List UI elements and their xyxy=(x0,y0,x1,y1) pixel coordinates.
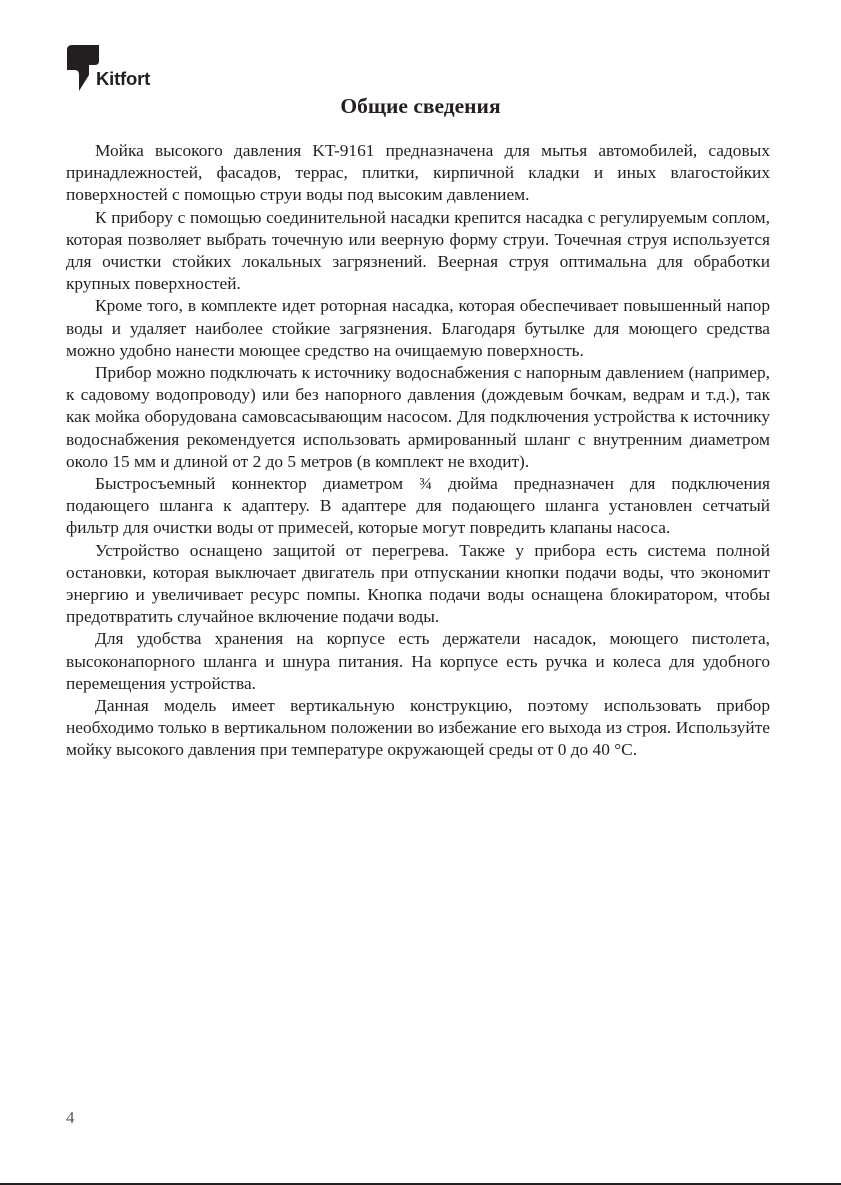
paragraph-water-supply: Прибор можно подключать к источнику водоснабжения с напорным давлением (например, к садовому водопроводу) или без напорного давления (дождевым бочкам, ведрам и т.д.), так как мойка оборудована самовсасывающим насосом. Для подключения устройства к источнику водоснабжения рекомендуется использовать армированный шланг с внутренним диаметром около 15 мм и длиной от 2 до 5 метров (в комплект не входит). xyxy=(66,363,770,471)
paragraph-usage: Данная модель имеет вертикальную конструкцию, поэтому использовать прибор необходимо только в вертикальном положении во избежание его выхода из строя. Используйте мойку высокого давления при температуре окружающей среды от 0 до 40 °C. xyxy=(66,696,770,760)
page-number: 4 xyxy=(66,1108,75,1127)
paragraph-rotary-nozzle: Кроме того, в комплекте идет роторная насадка, которая обеспечивает повышенный напор воды и удаляет наиболее стойкие загрязнения. Благодаря бутылке для моющего средства можно удобно нанести моющее средство на очищаемую поверхность. xyxy=(66,296,770,360)
kitfort-logo-icon xyxy=(67,45,99,91)
paragraph-connector: Быстросъемный коннектор диаметром ¾ дюйма предназначен для подключения подающего шланга к адаптеру. В адаптере для подающего шланга установлен сетчатый фильтр для очистки воды от примесей, которые могут повредить клапаны насоса. xyxy=(66,474,770,538)
brand-name: Kitfort xyxy=(96,68,151,89)
page-title: Общие сведения xyxy=(340,94,501,118)
paragraph-nozzle: К прибору с помощью соединительной насадки крепится насадка с регулируемым соплом, которая позволяет выбрать точечную или веерную форму струи. Точечная струя используется для очистки стойких локальных загрязнений. Веерная струя оптимальна для обработки крупных поверхностей. xyxy=(66,207,770,294)
paragraph-intro: Мойка высокого давления KT-9161 предназначена для мытья автомобилей, садовых принадлежностей, фасадов, террас, плитки, кирпичной кладки и иных влагостойких поверхностей с помощью струи воды под высоким давлением. xyxy=(66,141,770,205)
paragraph-storage: Для удобства хранения на корпусе есть держатели насадок, моющего пистолета, высоконапорного шланга и шнура питания. На корпусе есть ручка и колеса для удобного перемещения устройства. xyxy=(66,629,770,693)
body-text xyxy=(66,140,770,762)
paragraph-protection: Устройство оснащено защитой от перегрева. Также у прибора есть система полной остановки, которая выключает двигатель при отпускании кнопки подачи воды, что экономит энергию и увеличивает ресурс помпы. Кнопка подачи воды оснащена блокиратором, чтобы предотвратить случайное включение подачи воды. xyxy=(66,540,770,627)
brand-logo xyxy=(67,45,187,93)
